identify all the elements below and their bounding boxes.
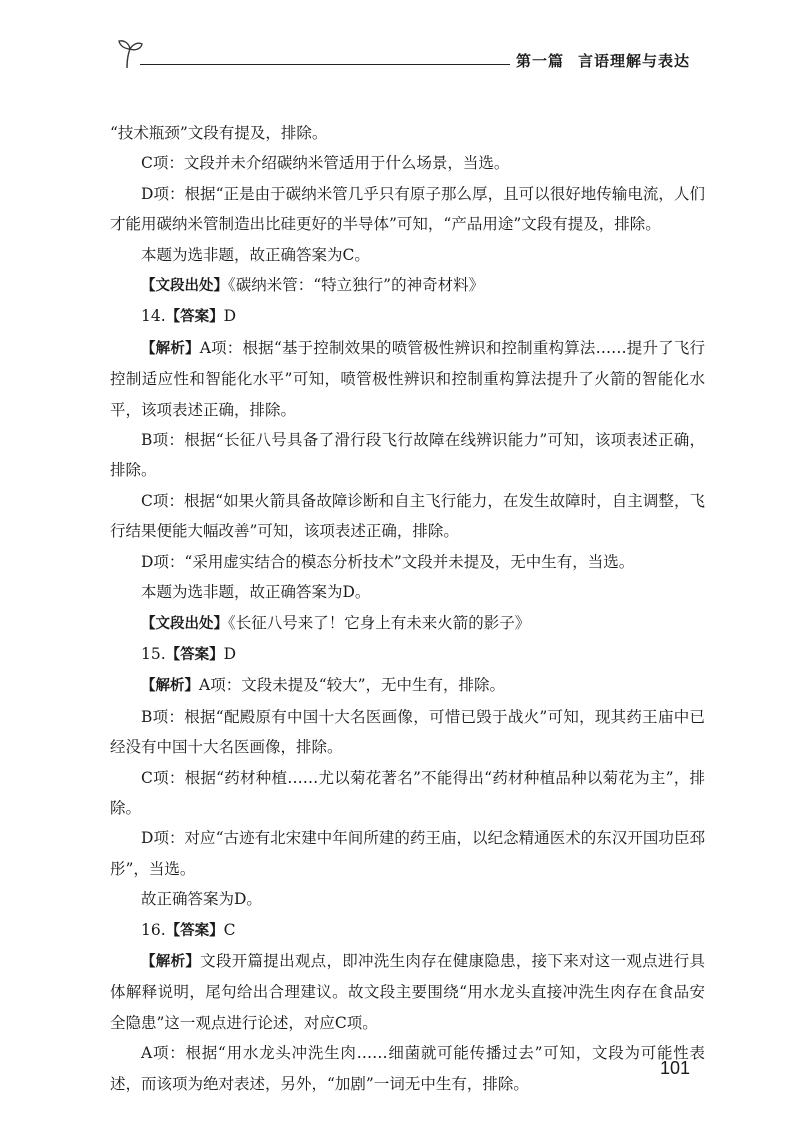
paragraph	[110, 486, 705, 547]
section-tag: 【答案】	[165, 922, 224, 939]
paragraph-text: D项：对应“古迹有北宋建中年间所建的药王庙，以纪念精通医术的东汉开国功臣邳彤”，当选。	[110, 829, 705, 878]
section-tag: 【文段出处】	[141, 278, 228, 295]
paragraph-text: C	[223, 920, 236, 939]
header-chapter: 言语理解与表达	[577, 52, 690, 70]
paragraph	[110, 270, 705, 301]
paragraph-text: 本题为选非题，故正确答案为D。	[141, 583, 371, 602]
section-tag: 【文段出处】	[141, 615, 228, 632]
paragraph	[110, 301, 705, 332]
paragraph	[110, 884, 705, 914]
paragraph-text: D项：根据“正是由于碳纳米管几乎只有原子那么厚，且可以很好地传输电流，人们才能用碳纳米管制造出比硅更好的半导体”可知，“产品用途”文段有提及，排除。	[110, 184, 705, 234]
paragraph	[110, 639, 705, 670]
paragraph	[110, 179, 705, 240]
paragraph	[110, 425, 705, 486]
paragraph	[110, 763, 705, 824]
paragraph-text: A项：根据“用水龙头冲洗生肉……细菌就可能传播过去”可知，文段为可能性表述，而该项为绝对表述，另外，“加剧”一词无中生有，排除。	[110, 1044, 705, 1093]
paragraph-text: D	[223, 644, 237, 663]
paragraph-text: 15.	[141, 644, 166, 663]
running-header	[100, 36, 700, 76]
header-part: 第一篇	[515, 52, 564, 70]
paragraph-text: 本题为选非题，故正确答案为C。	[141, 245, 370, 264]
paragraph-text: D	[223, 307, 237, 326]
paragraph-text: C项：文段并未介绍碳纳米管适用于什么场景，当选。	[141, 154, 510, 173]
paragraph	[110, 547, 705, 577]
header-title	[510, 50, 700, 71]
section-tag: 【答案】	[165, 646, 224, 663]
paragraph-text: 《长征八号来了！它身上有未来火箭的影子》	[228, 613, 531, 632]
paragraph-text: C项：根据“如果火箭具备故障诊断和自主飞行能力，在发生故障时，自主调整，飞行结果便能大幅改善”可知，该项表述正确，排除。	[110, 491, 705, 541]
paragraph	[110, 946, 705, 1038]
paragraph-text: D项：“采用虚实结合的模态分析技术”文段并未提及，无中生有，当选。	[141, 552, 635, 571]
page-body	[110, 118, 705, 1099]
paragraph-text: 《碳纳米管：“特立独行”的神奇材料》	[228, 276, 485, 295]
paragraph	[110, 148, 705, 178]
paragraph	[110, 118, 705, 148]
paragraph-text: 文段开篇提出观点，即冲洗生肉存在健康隐患，接下来对这一观点进行具体解释说明，尾句给出合理建议。故文段主要围绕“用水龙头直接冲洗生肉存在食品安全隐患”这一观点进行论述，对应C项。	[110, 951, 706, 1032]
section-tag: 【答案】	[165, 309, 224, 326]
paragraph	[110, 823, 705, 884]
section-tag: 【解析】	[141, 678, 199, 695]
paragraph	[110, 1038, 705, 1099]
paragraph	[110, 915, 705, 946]
section-tag: 【解析】	[141, 953, 201, 970]
paragraph	[110, 702, 705, 763]
paragraph	[110, 333, 705, 425]
paragraph-text: B项：根据“长征八号具备了滑行段飞行故障在线辨识能力”可知，该项表述正确，排除。	[110, 431, 705, 480]
paragraph-text: A项：文段未提及“较大”，无中生有，排除。	[199, 676, 506, 695]
paragraph	[110, 670, 705, 701]
paragraph-text: C项：根据“药材种植……尤以菊花著名”不能得出“药材种植品种以菊花为主”，排除。	[110, 768, 705, 817]
section-tag: 【解析】	[141, 340, 200, 357]
paragraph-text: 14.	[141, 307, 166, 326]
paragraph-text: 16.	[141, 920, 166, 939]
paragraph-text: A项：根据“基于控制效果的喷管极性辨识和控制重构算法……提升了飞行控制适应性和智能化水平”可知，喷管极性辨识和控制重构算法提升了火箭的智能化水平，该项表述正确，排除。	[110, 338, 706, 419]
paragraph	[110, 577, 705, 607]
paragraph-text: “技术瓶颈”文段有提及，排除。	[110, 124, 328, 142]
paragraph-text: 故正确答案为D。	[141, 890, 262, 909]
page-number: 101	[660, 1058, 691, 1078]
paragraph	[110, 240, 705, 270]
paragraph-text: B项：根据“配殿原有中国十大名医画像，可惜已毁于战火”可知，现其药王庙中已经没有中国十大名医画像，排除。	[110, 707, 705, 757]
paragraph	[110, 608, 705, 639]
